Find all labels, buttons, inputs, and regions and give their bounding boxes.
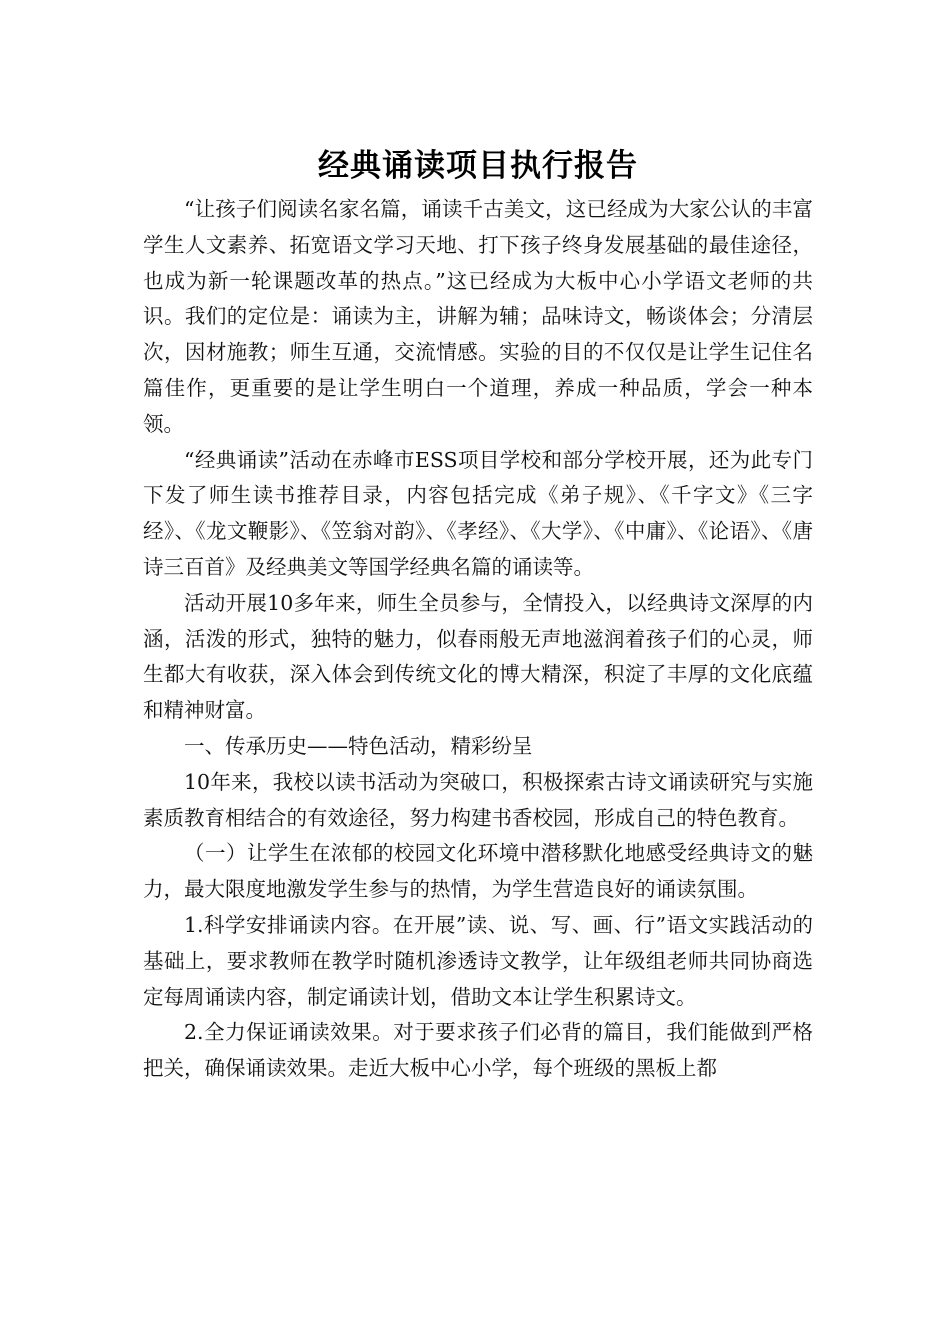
paragraph-subsection-1: （一）让学生在浓郁的校园文化环境中潜移默化地感受经典诗文的魅力，最大限度地激发学生参与的热情，为学生营造良好的诵读氛围。 [143, 841, 813, 902]
document-page [143, 140, 813, 1087]
paragraph-intro: “让孩子们阅读名家名篇，诵读千古美文，这已经成为大家公认的丰富学生人文素养、拓宽语文学习天地、打下孩子终身发展基础的最佳途径，也成为新一轮课题改革的热点。”这已经成为大板中心小学语文老师的共识。我们的定位是：诵读为主，讲解为辅；品味诗文，畅谈体会；分清层次，因材施教；师生互通，交流情感。实验的目的不仅仅是让学生记住名篇佳作，更重要的是让学生明白一个道理，养成一种品质，学会一种本领。 [143, 197, 813, 436]
paragraph-item-1: 1.科学安排诵读内容。在开展”读、说、写、画、行”语文实践活动的基础上，要求教师在教学时随机渗透诗文教学，让年级组老师共同协商选定每周诵读内容，制定诵读计划，借助文本让学生积累诗文。 [143, 912, 813, 1009]
paragraph-activity-scope: “经典诵读”活动在赤峰市ESS项目学校和部分学校开展，还为此专门下发了师生读书推荐目录，内容包括完成《弟子规》、《千字文》《三字经》、《龙文鞭影》、《笠翁对韵》、《孝经》、《大学》、《中庸》、《论语》、《唐诗三百首》及经典美文等国学经典名篇的诵读等。 [143, 447, 813, 579]
paragraph-item-2: 2.全力保证诵读效果。对于要求孩子们必背的篇目，我们能做到严格把关，确保诵读效果。走近大板中心小学，每个班级的黑板上都 [143, 1020, 813, 1081]
paragraph-section-1-intro: 10年来，我校以读书活动为突破口，积极探索古诗文诵读研究与实施素质教育相结合的有效途径，努力构建书香校园，形成自己的特色教育。 [143, 769, 813, 830]
paragraph-achievements: 活动开展10多年来，师生全员参与，全情投入，以经典诗文深厚的内涵，活泼的形式，独特的魅力，似春雨般无声地滋润着孩子们的心灵，师生都大有收获，深入体会到传统文化的博大精深，积淀了丰厚的文化底蕴和精神财富。 [143, 590, 813, 723]
section-heading-1: 一、传承历史——特色活动，精彩纷呈 [184, 733, 533, 758]
document-title: 经典诵读项目执行报告 [318, 148, 638, 184]
